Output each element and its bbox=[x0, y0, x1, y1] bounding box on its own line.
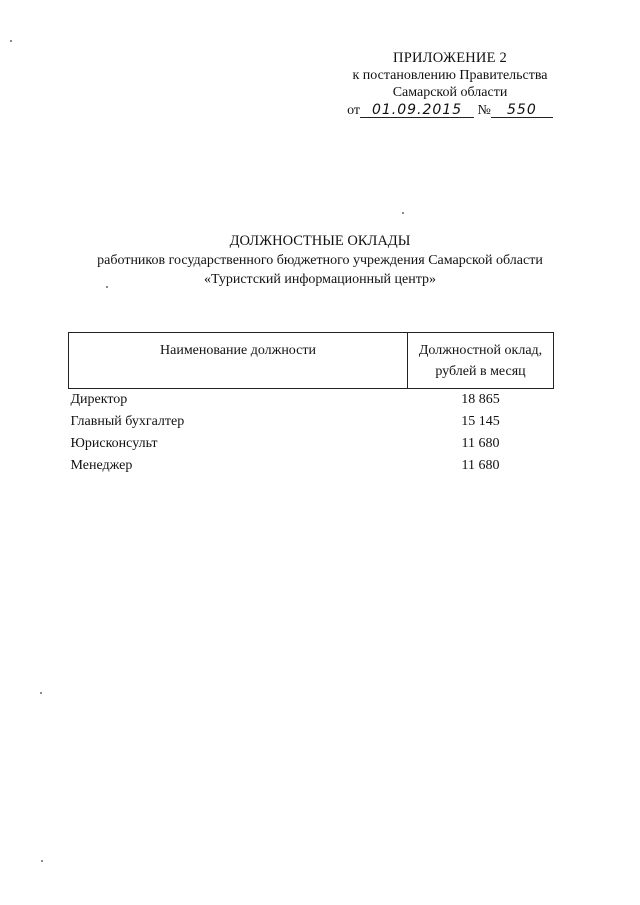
appendix-header bbox=[330, 50, 570, 119]
row-position: Главный бухгалтер bbox=[70, 414, 185, 429]
scan-speck bbox=[106, 286, 108, 288]
number-label: № bbox=[477, 103, 491, 118]
appendix-line-resolution: к постановлению Правительства bbox=[352, 68, 548, 83]
row-position: Юрисконсульт bbox=[70, 436, 158, 451]
document-subtitle-line2: «Туристский информационный центр» bbox=[203, 272, 437, 287]
appendix-line-region: Самарской области bbox=[392, 85, 508, 100]
scan-speck bbox=[10, 40, 12, 42]
header-salary-line1: Должностной оклад, bbox=[418, 343, 543, 358]
row-position: Менеджер bbox=[70, 458, 133, 473]
header-salary-line2: рублей в месяц bbox=[435, 364, 526, 379]
scan-speck bbox=[402, 212, 404, 214]
row-position: Директор bbox=[70, 392, 128, 407]
row-salary: 11 680 bbox=[461, 436, 500, 451]
row-salary: 11 680 bbox=[461, 458, 500, 473]
scan-speck bbox=[41, 860, 43, 862]
salary-table bbox=[68, 332, 554, 477]
header-position: Наименование должности bbox=[69, 333, 408, 389]
table-row bbox=[69, 411, 554, 433]
appendix-title: ПРИЛОЖЕНИЕ 2 bbox=[393, 50, 507, 66]
row-salary: 18 865 bbox=[461, 392, 500, 407]
table-row bbox=[69, 455, 554, 477]
handwritten-number: 550 bbox=[491, 103, 553, 118]
handwritten-date: 01.09.2015 bbox=[360, 103, 474, 118]
scan-speck bbox=[40, 692, 42, 694]
document-subtitle-line1: работников государственного бюджетного учреждения Самарской области bbox=[97, 253, 543, 268]
table-header-row bbox=[69, 333, 554, 389]
table-row bbox=[69, 389, 554, 412]
appendix-date-line bbox=[347, 102, 553, 119]
header-salary bbox=[408, 333, 554, 389]
document-title: ДОЛЖНОСТНЫЕ ОКЛАДЫ bbox=[229, 233, 411, 249]
date-prefix: от bbox=[347, 103, 361, 118]
row-salary: 15 145 bbox=[461, 414, 500, 429]
table-row bbox=[69, 433, 554, 455]
document-title-block bbox=[40, 232, 600, 289]
